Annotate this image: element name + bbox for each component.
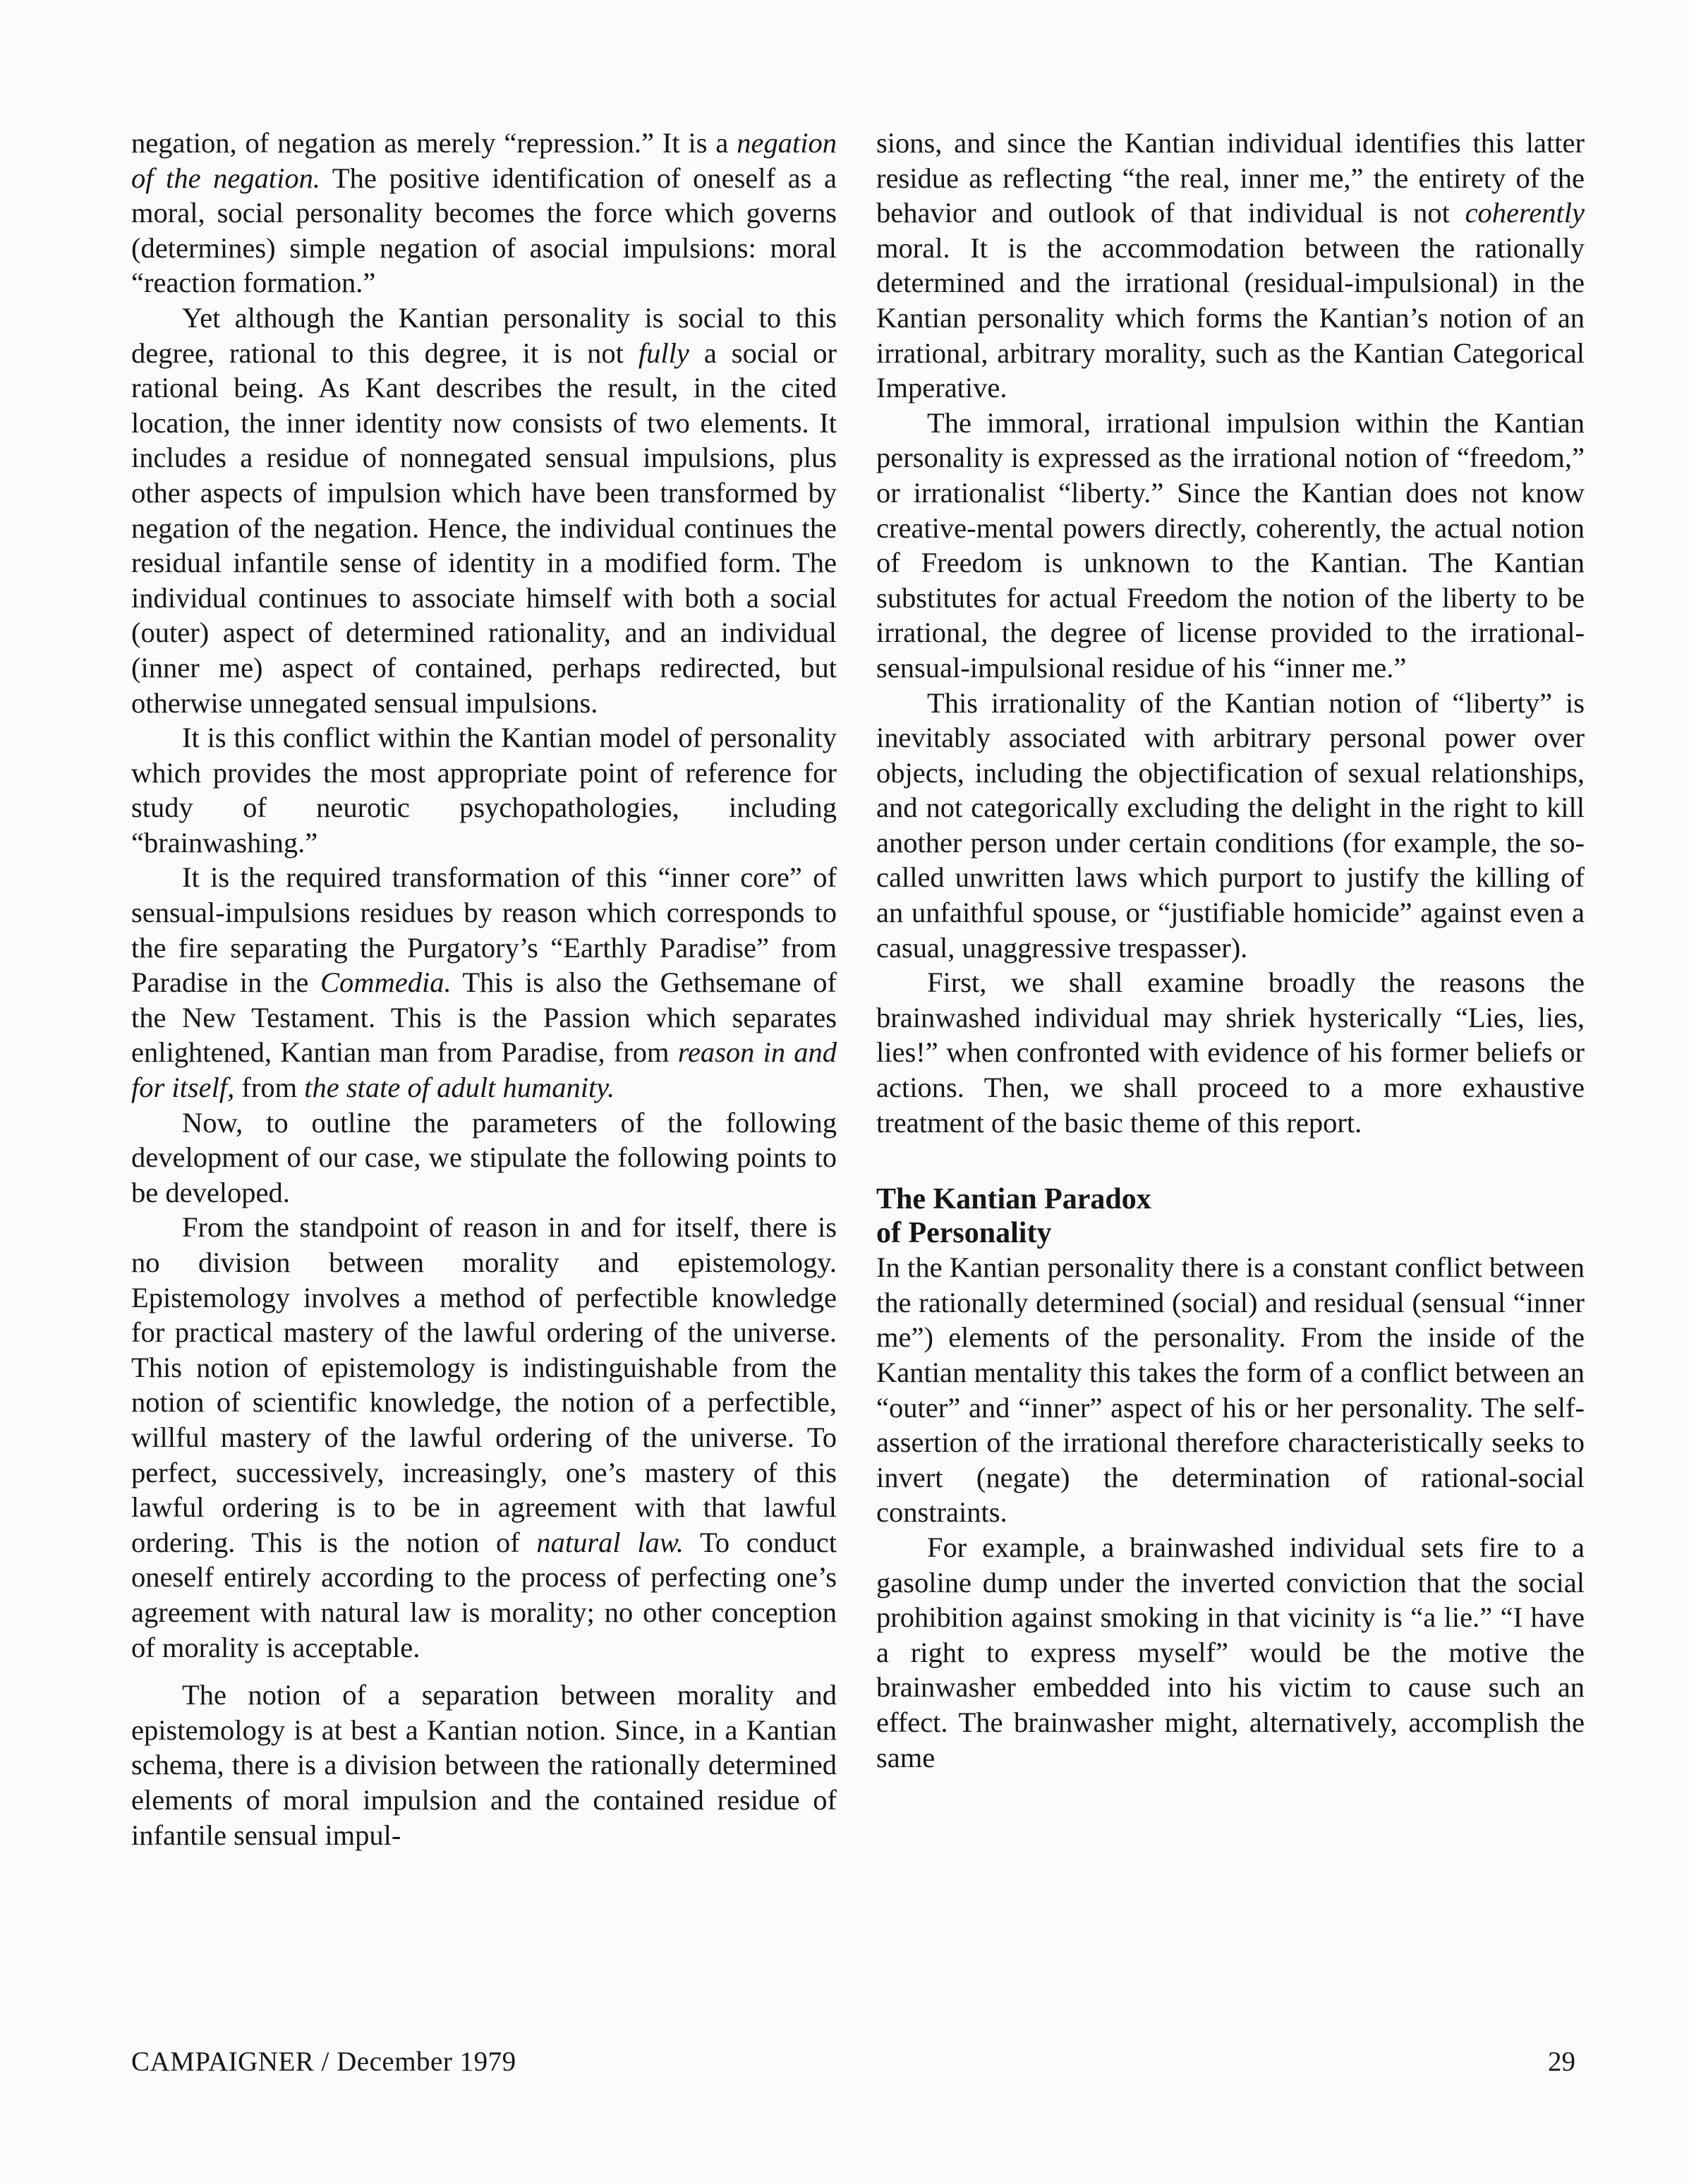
left-column xyxy=(131,126,837,1852)
paragraph: negation, of negation as merely “repression.” It is a negation of the negation. The positive identification of oneself as a moral, social personality becomes the force which governs (determines) simple negation of asocial impulsions: moral “reaction formation.” xyxy=(131,127,837,299)
paragraph: Now, to outline the parameters of the following development of our case, we stipulate the following points to be developed. xyxy=(131,1106,837,1208)
paragraph: It is the required transformation of this “inner core” of sensual-impulsions residues by reason which corresponds to the fire separating the Purgatory’s “Earthly Paradise” from Paradise in the Commedia. This is also the Gethsemane of the New Testament. This is the Passion which separates enlightened, Kantian man from Paradise, from reason in and for itself, from the state of adult humanity. xyxy=(131,861,837,1104)
section-heading: The Kantian Paradox of Personality xyxy=(876,1183,1151,1250)
paragraph: For example, a brainwashed individual sets fire to a gasoline dump under the inverted conviction that the social prohibition against smoking in that vicinity is “a lie.” “I have a right to express myself” would be the motive the brainwasher embedded into his victim to cause such an effect. The brainwasher might, alternatively, accomplish the same xyxy=(876,1531,1585,1773)
page-number: 29 xyxy=(1548,2046,1575,2077)
paragraph: This irrationality of the Kantian notion of “liberty” is inevitably associated with arbitrary personal power over objects, including the objectification of sexual relationships, and not categorically excluding the delight in the right to kill another person under certain conditions (for example, the so-called unwritten laws which purport to justify the killing of an unfaithful spouse, or “justifiable homicide” against even a casual, unaggressive trespasser). xyxy=(876,686,1585,964)
paragraph: In the Kantian personality there is a constant conflict between the rationally determined (social) and residual (sensual “inner me”) elements of the personality. From the inside of the Kantian mentality this takes the form of a conflict between an “outer” and “inner” aspect of his or her personality. The self-assertion of the irrational therefore characteristically seeks to invert (negate) the determination of rational-social constraints. xyxy=(876,1251,1585,1529)
paragraph: First, we shall examine broadly the reasons the brainwashed individual may shriek hysterically “Lies, lies, lies!” when confronted with evidence of his former beliefs or actions. Then, we shall proceed to a more exhaustive treatment of the basic theme of this report. xyxy=(876,966,1585,1139)
paragraph: sions, and since the Kantian individual identifies this latter residue as reflecting “the real, inner me,” the entirety of the behavior and outlook of that individual is not coherently moral. It is the accommodation between the rationally determined and the irrational (residual-impulsional) in the Kantian personality which forms the Kantian’s notion of an irrational, arbitrary morality, such as the Kantian Categorical Imperative. xyxy=(876,127,1585,404)
right-column xyxy=(876,126,1585,1775)
paragraph: It is this conflict within the Kantian model of personality which provides the most appropriate point of reference for study of neurotic psychopathologies, including “brainwashing.” xyxy=(131,722,837,859)
paragraph: The immoral, irrational impulsion within the Kantian personality is expressed as the irrational notion of “freedom,” or irrationalist “liberty.” Since the Kantian does not know creative-mental powers directly, coherently, the actual notion of Freedom is unknown to the Kantian. The Kantian substitutes for actual Freedom the notion of the liberty to be irrational, the degree of license provided to the irrational-sensual-impulsional residue of his “inner me.” xyxy=(876,406,1585,684)
paragraph: The notion of a separation between morality and epistemology is at best a Kantian notion. Since, in a Kantian schema, there is a division between the rationally determined elements of moral impulsion and the contained residue of infantile sensual impul- xyxy=(131,1679,837,1851)
footer-publication: CAMPAIGNER / December 1979 xyxy=(131,2046,516,2077)
paragraph: From the standpoint of reason in and for itself, there is no division between morality and epistemology. Epistemology involves a method of perfectible knowledge for practical mastery of the lawful ordering of the universe. This notion of epistemology is indistinguishable from the notion of scientific knowledge, the notion of a perfectible, willful mastery of the lawful ordering of the universe. To perfect, successively, increasingly, one’s mastery of this lawful ordering is to be in agreement with that lawful ordering. This is the notion of natural law. To conduct oneself entirely according to the process of perfecting one’s agreement with natural law is morality; no other conception of morality is acceptable. xyxy=(131,1211,837,1663)
paragraph: Yet although the Kantian personality is social to this degree, rational to this degree, it is not fully a social or rational being. As Kant describes the result, in the cited location, the inner identity now consists of two elements. It includes a residue of nonnegated sensual impulsions, plus other aspects of impulsion which have been transformed by negation of the negation. Hence, the individual continues the residual infantile sense of identity in a modified form. The individual continues to associate himself with both a social (outer) aspect of determined rationality, and an individual (inner me) aspect of contained, perhaps redirected, but otherwise unnegated sensual impulsions. xyxy=(131,301,837,719)
